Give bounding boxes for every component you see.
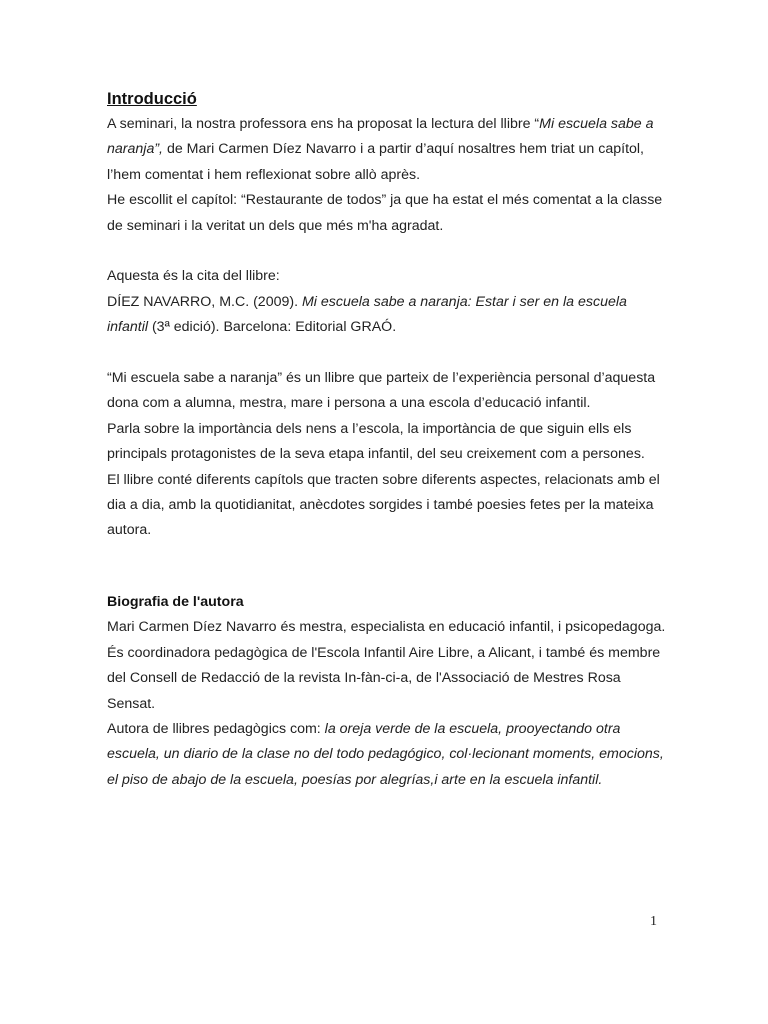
book-list: la oreja verde de la escuela, prooyectando otra escuela, un diario de la clase no del todo pedagógico, col·lecionant moments, emocions, el piso de abajo de la escuela, poesías por alegrías,i arte en la escuela infantil. [107, 720, 664, 788]
section-title-biografia: Biografia de l'autora [107, 593, 244, 610]
page-number: 1 [650, 914, 657, 929]
book-title: Mi escuela sabe a naranja”, [107, 116, 654, 158]
paragraph-intro-1 [107, 112, 667, 188]
section-title-introduccio: Introducció [107, 90, 197, 108]
document-body [107, 86, 667, 793]
citation-publisher: (3ª edició). Barcelona: Editorial GRAÓ. [148, 319, 397, 336]
paragraph-intro-5: El llibre conté diferents capítols que tracten sobre diferents aspectes, relacionats amb el dia a dia, amb la quotidianitat, anècdotes sorgides i també poesies fetes per la mateixa autora. [107, 471, 660, 539]
paragraph-bio-2: És coordinadora pedagògica de l'Escola Infantil Aire Libre, a Alicant, i també és membre del Consell de Redacció de la revista In-fàn-ci-a, de l'Associació de Mestres Rosa Sensat. [107, 644, 661, 712]
paragraph-text: de Mari Carmen Díez Navarro i a partir d’aquí nosaltres hem triat un capítol, l’hem comentat i hem reflexionat sobre allò après. [107, 141, 645, 183]
spacer [107, 341, 667, 366]
citation [107, 290, 667, 341]
paragraph-text: A seminari, la nostra professora ens ha proposat la lectura del llibre “ [107, 116, 540, 132]
paragraph-intro-3: “Mi escuela sabe a naranja” és un llibre que parteix de l’experiència personal d’aquesta dona com a alumna, mestra, mare i persona a una escola d’educació infantil. [107, 370, 656, 412]
paragraph-text: Autora de llibres pedagògics com: [107, 720, 325, 737]
paragraph-bio-3 [107, 717, 667, 793]
spacer [107, 239, 667, 264]
paragraph-bio-1: Mari Carmen Díez Navarro és mestra, especialista en educació infantil, i psicopedagoga. [107, 619, 666, 636]
paragraph-intro-4: Parla sobre la importància dels nens a l’escola, la importància de que siguin ells els principals protagonistes de la seva etapa infantil, del seu creixement com a persones. [107, 420, 645, 463]
spacer [107, 544, 667, 590]
citation-title: Mi escuela sabe a naranja: Estar i ser en la escuela infantil [107, 293, 627, 336]
citation-intro: Aquesta és la cita del llibre: [107, 268, 280, 285]
paragraph-intro-2: He escollit el capítol: “Restaurante de todos” ja que ha estat el més comentat a la classe de seminari i la veritat un dels que més m'ha agradat. [107, 192, 663, 234]
citation-author: DÍEZ NAVARRO, M.C. (2009). [107, 293, 302, 310]
